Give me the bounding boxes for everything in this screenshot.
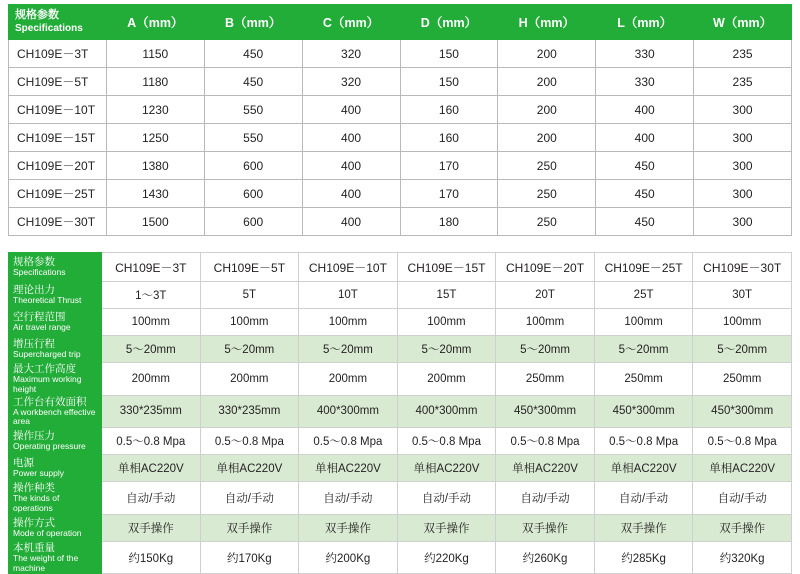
parameters-table xyxy=(8,252,792,574)
cell-c: 400 xyxy=(302,124,400,152)
parameter-label xyxy=(9,336,102,363)
parameter-row-workbench-effective-area xyxy=(9,395,792,428)
parameter-value: 单相AC220V xyxy=(594,455,693,482)
cell-l: 450 xyxy=(596,152,694,180)
parameter-value: 自动/手动 xyxy=(102,482,201,515)
cell-b: 450 xyxy=(204,40,302,68)
parameter-value: 双手操作 xyxy=(496,514,595,541)
cell-h: 200 xyxy=(498,96,596,124)
parameter-value: 450*300mm xyxy=(496,395,595,428)
cell-w: 235 xyxy=(694,68,792,96)
parameter-label-en: Air travel range xyxy=(13,322,71,333)
parameter-value: 0.5～0.8 Mpa xyxy=(496,428,595,455)
column-header-h: H（mm） xyxy=(498,5,596,40)
table-row xyxy=(9,180,792,208)
column-header-b: B（mm） xyxy=(204,5,302,40)
dimensions-table xyxy=(8,4,792,236)
parameter-label-en: Power supply xyxy=(13,468,65,479)
model-header-2: CH109E－5T xyxy=(200,253,299,282)
cell-l: 400 xyxy=(596,124,694,152)
cell-l: 450 xyxy=(596,180,694,208)
parameter-value: 5～20mm xyxy=(200,336,299,363)
parameter-value: 双手操作 xyxy=(200,514,299,541)
parameter-value: 0.5～0.8 Mpa xyxy=(594,428,693,455)
parameter-label-cn: 最大工作高度 xyxy=(13,363,76,375)
cell-h: 200 xyxy=(498,40,596,68)
parameter-value: 20T xyxy=(496,282,595,309)
cell-h: 200 xyxy=(498,68,596,96)
parameter-value: 约285Kg xyxy=(594,541,693,574)
cell-w: 300 xyxy=(694,124,792,152)
model-header-1: CH109E－3T xyxy=(102,253,201,282)
parameter-value: 250mm xyxy=(693,363,792,396)
cell-h: 250 xyxy=(498,152,596,180)
parameter-label-en: Maximum working height xyxy=(13,374,82,394)
parameter-row-supercharged-trip xyxy=(9,336,792,363)
row-model: CH109E－5T xyxy=(9,68,107,96)
parameter-value: 5T xyxy=(200,282,299,309)
parameter-value: 单相AC220V xyxy=(496,455,595,482)
parameter-row-operating-pressure xyxy=(9,428,792,455)
parameter-value: 100mm xyxy=(496,309,595,336)
cell-w: 300 xyxy=(694,208,792,236)
cell-a: 1250 xyxy=(106,124,204,152)
cell-a: 1180 xyxy=(106,68,204,96)
table-row xyxy=(9,208,792,236)
parameter-value: 0.5～0.8 Mpa xyxy=(200,428,299,455)
table-header-row xyxy=(9,5,792,40)
row-model: CH109E－10T xyxy=(9,96,107,124)
cell-d: 170 xyxy=(400,180,498,208)
parameter-value: 1～3T xyxy=(102,282,201,309)
parameter-value: 自动/手动 xyxy=(397,482,496,515)
cell-b: 450 xyxy=(204,68,302,96)
parameter-value: 约200Kg xyxy=(299,541,398,574)
parameter-label xyxy=(9,514,102,541)
parameter-label-cn: 操作方式 xyxy=(13,516,55,529)
parameters-header-label-cn: 规格参数 xyxy=(13,256,55,269)
model-header-5: CH109E－20T xyxy=(496,253,595,282)
parameter-value: 30T xyxy=(693,282,792,309)
parameter-label xyxy=(9,309,102,336)
cell-a: 1500 xyxy=(106,208,204,236)
cell-w: 300 xyxy=(694,180,792,208)
parameter-value: 双手操作 xyxy=(299,514,398,541)
parameter-label xyxy=(9,455,102,482)
parameter-value: 约220Kg xyxy=(397,541,496,574)
parameter-value: 200mm xyxy=(299,363,398,396)
parameter-value: 双手操作 xyxy=(594,514,693,541)
parameter-value: 25T xyxy=(594,282,693,309)
cell-d: 160 xyxy=(400,124,498,152)
parameter-value: 约150Kg xyxy=(102,541,201,574)
parameter-row-mode-of-operation xyxy=(9,514,792,541)
parameter-label-cn: 增压行程 xyxy=(13,338,55,351)
cell-c: 400 xyxy=(302,208,400,236)
parameter-value: 100mm xyxy=(594,309,693,336)
parameter-value: 250mm xyxy=(496,363,595,396)
parameter-value: 0.5～0.8 Mpa xyxy=(102,428,201,455)
parameter-row-power-supply xyxy=(9,455,792,482)
parameter-value: 100mm xyxy=(397,309,496,336)
column-header-specifications-cn: 规格参数 xyxy=(15,8,59,21)
table-row xyxy=(9,96,792,124)
parameter-value: 5～20mm xyxy=(496,336,595,363)
parameter-value: 0.5～0.8 Mpa xyxy=(397,428,496,455)
parameter-row-maximum-working-height xyxy=(9,363,792,396)
parameter-value: 200mm xyxy=(200,363,299,396)
row-model: CH109E－30T xyxy=(9,208,107,236)
parameter-value: 约260Kg xyxy=(496,541,595,574)
column-header-specifications-en: Specifications xyxy=(15,22,83,34)
table-row xyxy=(9,40,792,68)
parameter-label-en: Operating pressure xyxy=(13,441,86,452)
row-model: CH109E－3T xyxy=(9,40,107,68)
parameter-value: 5～20mm xyxy=(693,336,792,363)
dimensions-table-body xyxy=(9,40,792,236)
table-separator xyxy=(0,236,800,252)
parameter-label-en: Supercharged trip xyxy=(13,349,81,360)
parameter-value: 0.5～0.8 Mpa xyxy=(693,428,792,455)
parameter-value: 5～20mm xyxy=(102,336,201,363)
parameter-value: 400*300mm xyxy=(299,395,398,428)
parameter-value: 10T xyxy=(299,282,398,309)
parameter-row-air-travel-range xyxy=(9,309,792,336)
parameter-value: 250mm xyxy=(594,363,693,396)
cell-a: 1230 xyxy=(106,96,204,124)
row-model: CH109E－15T xyxy=(9,124,107,152)
parameter-row-machine-weight xyxy=(9,541,792,574)
parameters-header-label-en: Specifications xyxy=(13,267,66,278)
parameter-value: 双手操作 xyxy=(102,514,201,541)
parameter-value: 自动/手动 xyxy=(299,482,398,515)
parameters-header-row xyxy=(9,253,792,282)
table-row xyxy=(9,152,792,180)
parameter-value: 450*300mm xyxy=(594,395,693,428)
column-header-d: D（mm） xyxy=(400,5,498,40)
cell-l: 450 xyxy=(596,208,694,236)
cell-h: 200 xyxy=(498,124,596,152)
cell-d: 150 xyxy=(400,68,498,96)
parameter-value: 5～20mm xyxy=(299,336,398,363)
column-header-specifications xyxy=(9,5,107,40)
parameter-label xyxy=(9,395,102,428)
parameter-value: 100mm xyxy=(102,309,201,336)
cell-d: 170 xyxy=(400,152,498,180)
cell-w: 235 xyxy=(694,40,792,68)
cell-b: 600 xyxy=(204,180,302,208)
parameter-label-cn: 空行程范围 xyxy=(13,311,66,324)
parameter-label-cn: 理论出力 xyxy=(13,284,55,297)
cell-w: 300 xyxy=(694,152,792,180)
parameter-value: 5～20mm xyxy=(594,336,693,363)
cell-d: 160 xyxy=(400,96,498,124)
column-header-a: A（mm） xyxy=(106,5,204,40)
parameter-label-cn: 本机重量 xyxy=(13,541,55,554)
parameter-label-en: A workbench effective area xyxy=(13,406,96,427)
column-header-w: W（mm） xyxy=(694,5,792,40)
parameter-label xyxy=(9,428,102,455)
model-header-4: CH109E－15T xyxy=(397,253,496,282)
cell-l: 330 xyxy=(596,40,694,68)
cell-h: 250 xyxy=(498,180,596,208)
cell-c: 400 xyxy=(302,180,400,208)
table-row xyxy=(9,68,792,96)
parameter-value: 约170Kg xyxy=(200,541,299,574)
parameter-value: 100mm xyxy=(200,309,299,336)
parameter-value: 330*235mm xyxy=(200,395,299,428)
parameter-value: 450*300mm xyxy=(693,395,792,428)
parameters-table-body xyxy=(9,253,792,574)
parameter-label-cn: 操作压力 xyxy=(13,430,55,443)
parameter-value: 双手操作 xyxy=(397,514,496,541)
parameter-value: 约320Kg xyxy=(693,541,792,574)
model-header-6: CH109E－25T xyxy=(594,253,693,282)
parameter-value: 400*300mm xyxy=(397,395,496,428)
parameter-label xyxy=(9,541,102,574)
cell-h: 250 xyxy=(498,208,596,236)
cell-a: 1430 xyxy=(106,180,204,208)
parameter-label-cn: 工作台有效面积 xyxy=(13,395,87,408)
parameter-value: 自动/手动 xyxy=(693,482,792,515)
cell-c: 400 xyxy=(302,96,400,124)
parameter-value: 单相AC220V xyxy=(397,455,496,482)
parameter-value: 100mm xyxy=(299,309,398,336)
parameter-value: 单相AC220V xyxy=(102,455,201,482)
column-header-c: C（mm） xyxy=(302,5,400,40)
parameter-value: 自动/手动 xyxy=(496,482,595,515)
model-header-7: CH109E－30T xyxy=(693,253,792,282)
parameter-value: 0.5～0.8 Mpa xyxy=(299,428,398,455)
parameter-label-cn: 电源 xyxy=(13,457,34,470)
cell-l: 330 xyxy=(596,68,694,96)
parameter-label-en: The weight of the machine xyxy=(13,552,79,573)
parameter-row-theoretical-thrust xyxy=(9,282,792,309)
parameter-value: 100mm xyxy=(693,309,792,336)
parameter-value: 单相AC220V xyxy=(200,455,299,482)
parameter-value: 200mm xyxy=(102,363,201,396)
parameter-label xyxy=(9,482,102,515)
cell-b: 550 xyxy=(204,124,302,152)
cell-c: 400 xyxy=(302,152,400,180)
parameter-value: 单相AC220V xyxy=(693,455,792,482)
cell-d: 180 xyxy=(400,208,498,236)
cell-l: 400 xyxy=(596,96,694,124)
parameter-value: 自动/手动 xyxy=(200,482,299,515)
parameter-label xyxy=(9,282,102,309)
column-header-l: L（mm） xyxy=(596,5,694,40)
cell-b: 600 xyxy=(204,208,302,236)
specification-sheet xyxy=(0,4,800,573)
parameter-value: 330*235mm xyxy=(102,395,201,428)
cell-d: 150 xyxy=(400,40,498,68)
table-row xyxy=(9,124,792,152)
model-header-3: CH109E－10T xyxy=(299,253,398,282)
parameter-label-cn: 操作种类 xyxy=(13,482,55,495)
parameter-row-kinds-of-operations xyxy=(9,482,792,515)
cell-b: 600 xyxy=(204,152,302,180)
cell-b: 550 xyxy=(204,96,302,124)
parameter-label-en: Theoretical Thrust xyxy=(13,295,82,306)
cell-a: 1380 xyxy=(106,152,204,180)
parameter-value: 5～20mm xyxy=(397,336,496,363)
cell-c: 320 xyxy=(302,68,400,96)
parameter-label-en: The kinds of operations xyxy=(13,493,60,514)
parameter-label xyxy=(9,363,102,396)
parameter-value: 单相AC220V xyxy=(299,455,398,482)
cell-c: 320 xyxy=(302,40,400,68)
row-model: CH109E－25T xyxy=(9,180,107,208)
dimensions-table-header xyxy=(9,5,792,40)
parameter-value: 15T xyxy=(397,282,496,309)
parameters-header-label xyxy=(9,253,102,282)
parameter-value: 200mm xyxy=(397,363,496,396)
parameter-label-en: Mode of operation xyxy=(13,527,82,538)
cell-a: 1150 xyxy=(106,40,204,68)
parameter-value: 双手操作 xyxy=(693,514,792,541)
row-model: CH109E－20T xyxy=(9,152,107,180)
parameter-value: 自动/手动 xyxy=(594,482,693,515)
cell-w: 300 xyxy=(694,96,792,124)
